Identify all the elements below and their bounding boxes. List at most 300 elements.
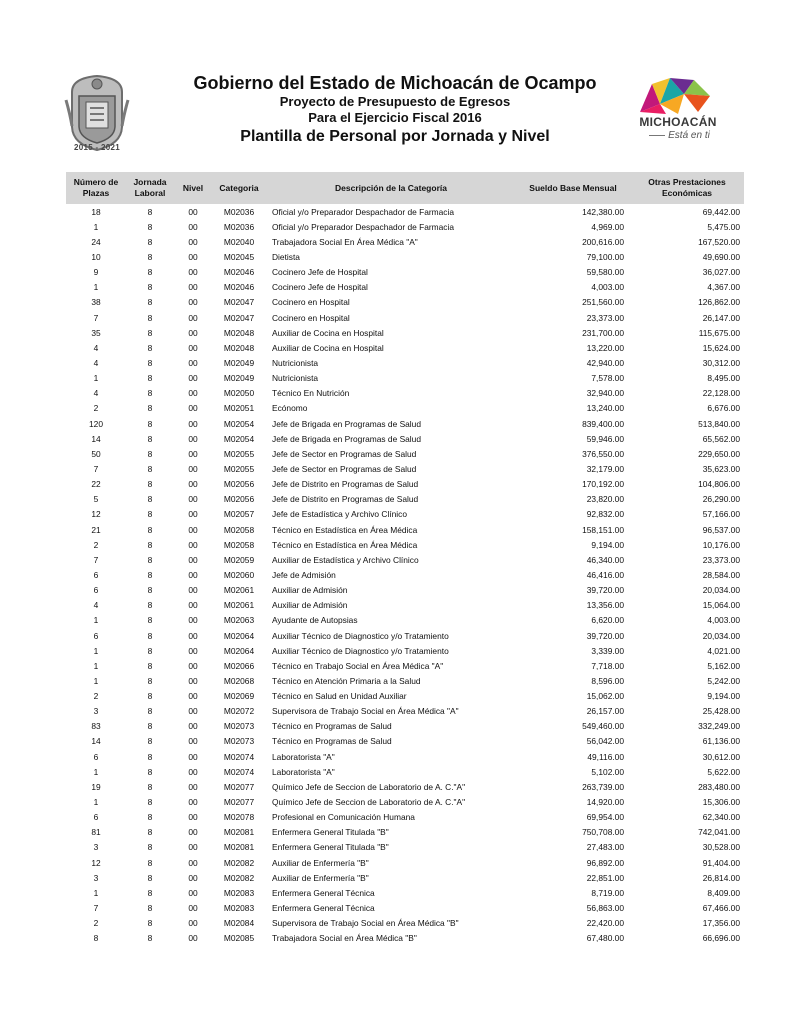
categoria-cell: M02081 (223, 827, 255, 838)
sueldo-cell: 376,550.00 (582, 448, 624, 459)
categoria-cell: M02058 (223, 539, 255, 550)
table-row (66, 825, 744, 840)
sueldo-cell: 170,192.00 (582, 479, 624, 490)
categoria-cell: M02072 (223, 706, 255, 717)
nivel-cell: 00 (188, 342, 198, 353)
categoria-cell: M02084 (223, 918, 255, 929)
sueldo-cell: 549,460.00 (582, 721, 624, 732)
jornada-cell: 8 (147, 827, 153, 838)
num-plazas-cell: 4 (93, 342, 99, 353)
nivel-cell: 00 (188, 872, 198, 883)
logo-text: MICHOACÁN (639, 115, 717, 129)
nivel-cell: 00 (188, 236, 198, 247)
num-plazas-cell: 7 (93, 554, 99, 565)
descripcion-cell: Trabajadora Social En Área Médica "A" (272, 236, 418, 247)
otras-cell: 8,495.00 (707, 373, 740, 384)
descripcion-cell: Jefe de Brigada en Programas de Salud (272, 418, 421, 429)
sueldo-cell: 9,194.00 (591, 539, 624, 550)
otras-cell: 17,356.00 (702, 918, 740, 929)
col-categoria: Categoria (212, 172, 266, 204)
jornada-cell: 8 (147, 236, 153, 247)
table-row (66, 764, 744, 779)
nivel-cell: 00 (188, 418, 198, 429)
budget-subtitle: Proyecto de Presupuesto de Egresos (279, 94, 511, 109)
categoria-cell: M02083 (223, 887, 255, 898)
otras-cell: 4,003.00 (707, 615, 740, 626)
jornada-cell: 8 (147, 585, 153, 596)
jornada-cell: 8 (147, 297, 153, 308)
jornada-cell: 8 (147, 630, 153, 641)
otras-cell: 67,466.00 (702, 903, 740, 914)
nivel-cell: 00 (188, 721, 198, 732)
jornada-cell: 8 (147, 933, 153, 944)
jornada-cell: 8 (147, 691, 153, 702)
num-plazas-cell: 38 (91, 297, 101, 308)
staff-plan-title: Plantilla de Personal por Jornada y Nivel (240, 128, 550, 145)
table-row (66, 461, 744, 476)
num-plazas-cell: 6 (93, 585, 99, 596)
nivel-cell: 00 (188, 463, 198, 474)
nivel-cell: 00 (188, 887, 198, 898)
categoria-cell: M02073 (223, 721, 255, 732)
otras-cell: 5,242.00 (707, 675, 740, 686)
nivel-cell: 00 (188, 766, 198, 777)
num-plazas-cell: 35 (91, 327, 101, 338)
table-row (66, 249, 744, 264)
table-row (66, 446, 744, 461)
jornada-cell: 8 (147, 479, 153, 490)
categoria-cell: M02064 (223, 645, 255, 656)
sueldo-cell: 42,940.00 (586, 357, 624, 368)
nivel-cell: 00 (188, 751, 198, 762)
descripcion-cell: Jefe de Sector en Programas de Salud (272, 463, 417, 474)
categoria-cell: M02073 (223, 736, 255, 747)
descripcion-cell: Supervisora de Trabajo Social en Área Médica "B" (272, 918, 459, 929)
descripcion-cell: Auxiliar de Enfermería "B" (272, 872, 369, 883)
sueldo-cell: 96,892.00 (586, 857, 624, 868)
jornada-cell: 8 (147, 842, 153, 853)
nivel-cell: 00 (188, 645, 198, 656)
nivel-cell: 00 (188, 388, 198, 399)
nivel-cell: 00 (188, 206, 198, 217)
sueldo-cell: 79,100.00 (586, 251, 624, 262)
jornada-cell: 8 (147, 645, 153, 656)
descripcion-cell: Trabajadora Social en Área Médica "B" (272, 933, 417, 944)
otras-cell: 65,562.00 (702, 433, 740, 444)
sueldo-cell: 158,151.00 (582, 524, 624, 535)
nivel-cell: 00 (188, 403, 198, 414)
jornada-cell: 8 (147, 615, 153, 626)
table-row (66, 628, 744, 643)
descripcion-cell: Enfermera General Titulada "B" (272, 827, 389, 838)
table-row (66, 916, 744, 931)
sueldo-cell: 6,620.00 (591, 615, 624, 626)
categoria-cell: M02046 (223, 267, 255, 278)
otras-cell: 5,622.00 (707, 766, 740, 777)
categoria-cell: M02064 (223, 630, 255, 641)
table-row (66, 794, 744, 809)
num-plazas-cell: 6 (93, 630, 99, 641)
jornada-cell: 8 (147, 797, 153, 808)
otras-cell: 5,475.00 (707, 221, 740, 232)
otras-cell: 57,166.00 (702, 509, 740, 520)
categoria-cell: M02063 (223, 615, 255, 626)
num-plazas-cell: 1 (93, 645, 99, 656)
table-row (66, 552, 744, 567)
col-descripcion: Descripción de la Categoría (266, 172, 516, 204)
categoria-cell: M02047 (223, 297, 255, 308)
num-plazas-cell: 7 (93, 463, 99, 474)
jornada-cell: 8 (147, 554, 153, 565)
descripcion-cell: Jefe de Brigada en Programas de Salud (272, 433, 421, 444)
num-plazas-cell: 1 (93, 615, 99, 626)
table-row (66, 431, 744, 446)
num-plazas-cell: 3 (93, 842, 99, 853)
categoria-cell: M02059 (223, 554, 255, 565)
num-plazas-cell: 10 (91, 251, 101, 262)
nivel-cell: 00 (188, 675, 198, 686)
sueldo-cell: 8,719.00 (591, 887, 624, 898)
jornada-cell: 8 (147, 282, 153, 293)
col-jornada: Jornada Laboral (126, 172, 174, 204)
num-plazas-cell: 21 (91, 524, 101, 535)
sueldo-cell: 27,483.00 (586, 842, 624, 853)
descripcion-cell: Auxiliar de Cocina en Hospital (272, 327, 384, 338)
jornada-cell: 8 (147, 675, 153, 686)
categoria-cell: M02047 (223, 312, 255, 323)
otras-cell: 9,194.00 (707, 691, 740, 702)
sueldo-cell: 7,718.00 (591, 660, 624, 671)
descripcion-cell: Técnico En Nutrición (272, 388, 350, 399)
jornada-cell: 8 (147, 736, 153, 747)
nivel-cell: 00 (188, 221, 198, 232)
descripcion-cell: Auxiliar de Enfermería "B" (272, 857, 369, 868)
categoria-cell: M02085 (223, 933, 255, 944)
jornada-cell: 8 (147, 781, 153, 792)
categoria-cell: M02083 (223, 903, 255, 914)
sueldo-cell: 56,042.00 (586, 736, 624, 747)
sueldo-cell: 839,400.00 (582, 418, 624, 429)
table-row (66, 598, 744, 613)
table-row (66, 310, 744, 325)
nivel-cell: 00 (188, 282, 198, 293)
num-plazas-cell: 9 (93, 267, 99, 278)
nivel-cell: 00 (188, 373, 198, 384)
table-row (66, 401, 744, 416)
categoria-cell: M02055 (223, 448, 255, 459)
otras-cell: 30,528.00 (702, 842, 740, 853)
jornada-cell: 8 (147, 539, 153, 550)
num-plazas-cell: 18 (91, 206, 101, 217)
jornada-cell: 8 (147, 509, 153, 520)
jornada-cell: 8 (147, 206, 153, 217)
table-row (66, 840, 744, 855)
num-plazas-cell: 12 (91, 857, 101, 868)
otras-cell: 15,306.00 (702, 797, 740, 808)
num-plazas-cell: 7 (93, 903, 99, 914)
categoria-cell: M02077 (223, 781, 255, 792)
descripcion-cell: Cocinero Jefe de Hospital (272, 267, 368, 278)
table-row (66, 219, 744, 234)
num-plazas-cell: 50 (91, 448, 101, 459)
num-plazas-cell: 6 (93, 751, 99, 762)
num-plazas-cell: 1 (93, 373, 99, 384)
nivel-cell: 00 (188, 448, 198, 459)
nivel-cell: 00 (188, 554, 198, 565)
descripcion-cell: Químico Jefe de Seccion de Laboratorio de A. C."A" (272, 797, 466, 808)
sueldo-cell: 46,340.00 (586, 554, 624, 565)
sueldo-cell: 5,102.00 (591, 766, 624, 777)
categoria-cell: M02049 (223, 373, 255, 384)
num-plazas-cell: 14 (91, 736, 101, 747)
otras-cell: 30,612.00 (702, 751, 740, 762)
table-row (66, 749, 744, 764)
descripcion-cell: Dietista (272, 251, 300, 262)
table-row (66, 371, 744, 386)
table-row (66, 295, 744, 310)
categoria-cell: M02082 (223, 857, 255, 868)
government-title: Gobierno del Estado de Michoacán de Ocampo (193, 73, 597, 93)
jornada-cell: 8 (147, 812, 153, 823)
descripcion-cell: Auxiliar Técnico de Diagnostico y/o Tratamiento (272, 630, 449, 641)
descripcion-cell: Técnico en Estadística en Área Médica (272, 539, 418, 550)
categoria-cell: M02074 (223, 766, 255, 777)
descripcion-cell: Enfermera General Técnica (272, 887, 375, 898)
jornada-cell: 8 (147, 751, 153, 762)
table-row (66, 340, 744, 355)
jornada-cell: 8 (147, 903, 153, 914)
jornada-cell: 8 (147, 388, 153, 399)
sueldo-cell: 4,003.00 (591, 282, 624, 293)
sueldo-cell: 13,220.00 (586, 342, 624, 353)
table-row (66, 325, 744, 340)
otras-cell: 25,428.00 (702, 706, 740, 717)
descripcion-cell: Jefe de Distrito en Programas de Salud (272, 479, 419, 490)
nivel-cell: 00 (188, 691, 198, 702)
sueldo-cell: 23,820.00 (586, 494, 624, 505)
table-row (66, 885, 744, 900)
descripcion-cell: Ayudante de Autopsias (272, 615, 358, 626)
otras-cell: 283,480.00 (698, 781, 740, 792)
otras-cell: 126,862.00 (698, 297, 740, 308)
nivel-cell: 00 (188, 251, 198, 262)
otras-cell: 167,520.00 (698, 236, 740, 247)
jornada-cell: 8 (147, 872, 153, 883)
descripcion-cell: Laboratorista "A" (272, 751, 335, 762)
otras-cell: 4,021.00 (707, 645, 740, 656)
categoria-cell: M02060 (223, 569, 255, 580)
otras-cell: 22,128.00 (702, 388, 740, 399)
num-plazas-cell: 7 (93, 312, 99, 323)
jornada-cell: 8 (147, 342, 153, 353)
nivel-cell: 00 (188, 736, 198, 747)
nivel-cell: 00 (188, 615, 198, 626)
table-row (66, 810, 744, 825)
num-plazas-cell: 1 (93, 797, 99, 808)
state-seal-icon (62, 70, 132, 154)
table-row (66, 386, 744, 401)
num-plazas-cell: 6 (93, 812, 99, 823)
sueldo-cell: 750,708.00 (582, 827, 624, 838)
col-sueldo-base: Sueldo Base Mensual (516, 172, 630, 204)
categoria-cell: M02056 (223, 479, 255, 490)
descripcion-cell: Nutricionista (272, 373, 319, 384)
jornada-cell: 8 (147, 494, 153, 505)
num-plazas-cell: 2 (93, 403, 99, 414)
categoria-cell: M02054 (223, 418, 255, 429)
nivel-cell: 00 (188, 706, 198, 717)
num-plazas-cell: 3 (93, 872, 99, 883)
otras-cell: 35,623.00 (702, 463, 740, 474)
num-plazas-cell: 19 (91, 781, 101, 792)
num-plazas-cell: 24 (91, 236, 101, 247)
descripcion-cell: Químico Jefe de Seccion de Laboratorio de A. C."A" (272, 781, 466, 792)
otras-cell: 66,696.00 (702, 933, 740, 944)
sueldo-cell: 67,480.00 (586, 933, 624, 944)
table-header-row (66, 172, 744, 204)
descripcion-cell: Auxiliar de Admisión (272, 600, 348, 611)
num-plazas-cell: 1 (93, 887, 99, 898)
sueldo-cell: 231,700.00 (582, 327, 624, 338)
num-plazas-cell: 14 (91, 433, 101, 444)
staff-table (66, 172, 740, 946)
num-plazas-cell: 4 (93, 388, 99, 399)
table-row (66, 355, 744, 370)
num-plazas-cell: 81 (91, 827, 101, 838)
jornada-cell: 8 (147, 721, 153, 732)
jornada-cell: 8 (147, 251, 153, 262)
sueldo-cell: 142,380.00 (582, 206, 624, 217)
categoria-cell: M02054 (223, 433, 255, 444)
descripcion-cell: Oficial y/o Preparador Despachador de Farmacia (272, 206, 455, 217)
categoria-cell: M02061 (223, 585, 255, 596)
otras-cell: 91,404.00 (702, 857, 740, 868)
table-row (66, 613, 744, 628)
categoria-cell: M02048 (223, 327, 255, 338)
num-plazas-cell: 8 (93, 933, 99, 944)
table-row (66, 477, 744, 492)
categoria-cell: M02049 (223, 357, 255, 368)
otras-cell: 115,675.00 (698, 327, 740, 338)
otras-cell: 513,840.00 (698, 418, 740, 429)
jornada-cell: 8 (147, 312, 153, 323)
table-row (66, 689, 744, 704)
michoacan-logo-icon (622, 74, 732, 154)
num-plazas-cell: 4 (93, 357, 99, 368)
descripcion-cell: Técnico en Trabajo Social en Área Médica "A" (272, 660, 444, 671)
nivel-cell: 00 (188, 297, 198, 308)
nivel-cell: 00 (188, 857, 198, 868)
table-row (66, 643, 744, 658)
otras-cell: 4,367.00 (707, 282, 740, 293)
descripcion-cell: Enfermera General Técnica (272, 903, 375, 914)
table-row (66, 280, 744, 295)
categoria-cell: M02074 (223, 751, 255, 762)
descripcion-cell: Nutricionista (272, 357, 319, 368)
sueldo-cell: 92,832.00 (586, 509, 624, 520)
table-row (66, 673, 744, 688)
categoria-cell: M02066 (223, 660, 255, 671)
num-plazas-cell: 1 (93, 675, 99, 686)
descripcion-cell: Técnico en Programas de Salud (272, 736, 392, 747)
sueldo-cell: 22,420.00 (586, 918, 624, 929)
otras-cell: 61,136.00 (702, 736, 740, 747)
descripcion-cell: Oficial y/o Preparador Despachador de Farmacia (272, 221, 455, 232)
table-row (66, 900, 744, 915)
sueldo-cell: 39,720.00 (586, 630, 624, 641)
nivel-cell: 00 (188, 569, 198, 580)
jornada-cell: 8 (147, 918, 153, 929)
col-nivel: Nivel (174, 172, 212, 204)
sueldo-cell: 22,851.00 (586, 872, 624, 883)
jornada-cell: 8 (147, 373, 153, 384)
sueldo-cell: 3,339.00 (591, 645, 624, 656)
otras-cell: 104,806.00 (698, 479, 740, 490)
nivel-cell: 00 (188, 433, 198, 444)
num-plazas-cell: 4 (93, 600, 99, 611)
nivel-cell: 00 (188, 781, 198, 792)
otras-cell: 28,584.00 (702, 569, 740, 580)
otras-cell: 20,034.00 (702, 585, 740, 596)
categoria-cell: M02045 (223, 251, 255, 262)
sueldo-cell: 32,940.00 (586, 388, 624, 399)
sueldo-cell: 49,116.00 (587, 751, 624, 762)
num-plazas-cell: 2 (93, 539, 99, 550)
categoria-cell: M02051 (223, 403, 255, 414)
descripcion-cell: Técnico en Programas de Salud (272, 721, 392, 732)
descripcion-cell: Cocinero Jefe de Hospital (272, 282, 368, 293)
descripcion-cell: Profesional en Comunicación Humana (272, 812, 415, 823)
seal-years: 2015 - 2021 (74, 143, 121, 152)
sueldo-cell: 59,946.00 (586, 433, 624, 444)
sueldo-cell: 56,863.00 (586, 903, 624, 914)
num-plazas-cell: 5 (93, 494, 99, 505)
categoria-cell: M02040 (223, 236, 255, 247)
sueldo-cell: 69,954.00 (586, 812, 624, 823)
nivel-cell: 00 (188, 600, 198, 611)
categoria-cell: M02081 (223, 842, 255, 853)
otras-cell: 332,249.00 (698, 721, 740, 732)
table-row (66, 567, 744, 582)
descripcion-cell: Cocinero en Hospital (272, 297, 350, 308)
jornada-cell: 8 (147, 857, 153, 868)
jornada-cell: 8 (147, 524, 153, 535)
sueldo-cell: 15,062.00 (586, 691, 624, 702)
jornada-cell: 8 (147, 403, 153, 414)
sueldo-cell: 23,373.00 (586, 312, 624, 323)
jornada-cell: 8 (147, 418, 153, 429)
jornada-cell: 8 (147, 267, 153, 278)
sueldo-cell: 26,157.00 (586, 706, 624, 717)
otras-cell: 15,064.00 (702, 600, 740, 611)
descripcion-cell: Jefe de Sector en Programas de Salud (272, 448, 417, 459)
otras-cell: 30,312.00 (702, 357, 740, 368)
sueldo-cell: 4,969.00 (591, 221, 624, 232)
descripcion-cell: Jefe de Estadística y Archivo Clínico (272, 509, 407, 520)
sueldo-cell: 200,616.00 (582, 236, 624, 247)
table-row (66, 492, 744, 507)
sueldo-cell: 7,578.00 (591, 373, 624, 384)
nivel-cell: 00 (188, 660, 198, 671)
sueldo-cell: 59,580.00 (586, 267, 624, 278)
nivel-cell: 00 (188, 842, 198, 853)
categoria-cell: M02082 (223, 872, 255, 883)
num-plazas-cell: 2 (93, 691, 99, 702)
categoria-cell: M02058 (223, 524, 255, 535)
sueldo-cell: 251,560.00 (582, 297, 624, 308)
nivel-cell: 00 (188, 827, 198, 838)
jornada-cell: 8 (147, 327, 153, 338)
